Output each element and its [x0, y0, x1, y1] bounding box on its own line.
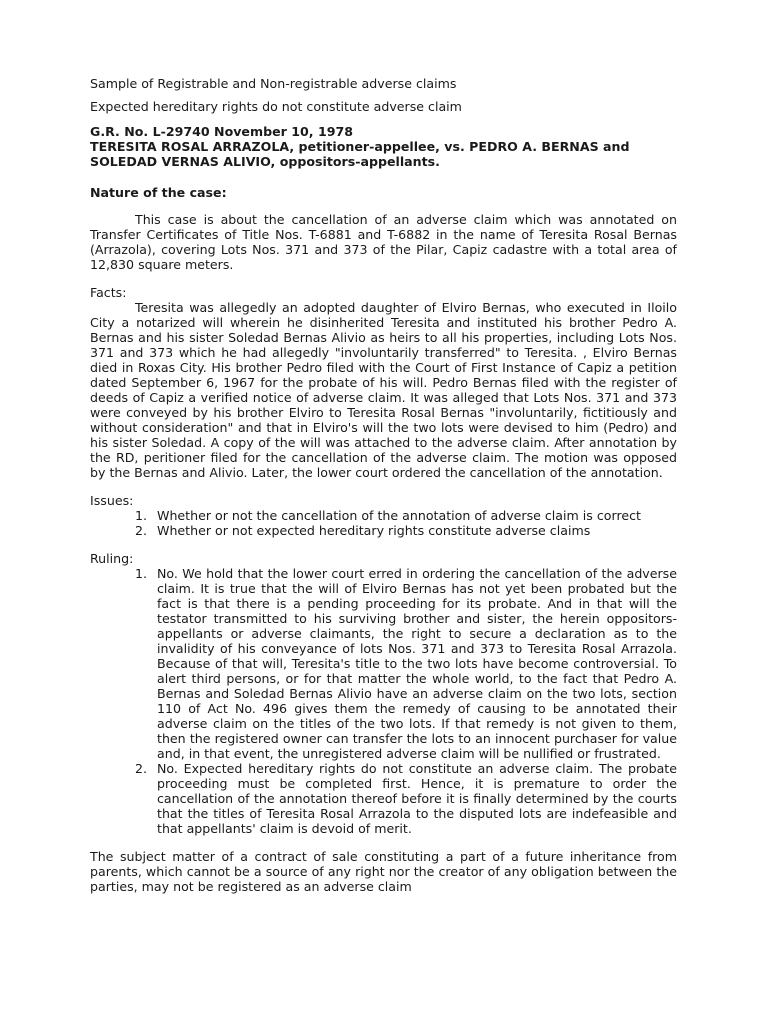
- closing-paragraph: The subject matter of a contract of sale constituting a part of a future inheritance from parents, which cannot be a source of any right nor the creator of any obligation between the parties, may not be registered as an adverse claim: [90, 849, 677, 894]
- spacer: [90, 836, 677, 849]
- list-item-text: Whether or not the cancellation of the annotation of adverse claim is correct: [157, 508, 641, 523]
- facts-label: Facts:: [90, 285, 127, 300]
- list-number: 2.: [135, 761, 148, 776]
- case-number-date: G.R. No. L-29740 November 10, 1978: [90, 124, 353, 139]
- list-item-text: No. We hold that the lower court erred in ordering the cancellation of the adverse claim. It is true that the will of Elviro Bernas has not yet been probated but the fact is that there is a pending proceeding for its probate. And in that will the testator transmitted to his surviving brother and sister, the herein oppositors-appellants or adverse claimants, the right to secure a declaration as to the invalidity of his conveyance of lots Nos. 371 and 373 to Teresita Rosal Arrazola. Because of that will, Teresita's title to the two lots have become controversial. To alert third persons, or for that matter the whole world, to the fact that Pedro A. Bernas and Soledad Bernas Alivio have an adverse claim on the two lots, section 110 of Act No. 496 gives them the remedy of causing to be annotated their adverse claim on the titles of the two lots. If that remedy is not given to them, then the registered owner can transfer the lots to an innocent purchaser for value and, in that event, the unregistered adverse claim will be nullified or frustrated.: [157, 566, 677, 761]
- list-item: [90, 761, 677, 836]
- nature-paragraph: This case is about the cancellation of an adverse claim which was annotated on Transfer Certificates of Title Nos. T-6881 and T-6882 in the name of Teresita Rosal Bernas (Arrazola), covering Lots Nos. 371 and 373 of the Pilar, Capiz cadastre with a total area of 12,830 square meters.: [90, 212, 677, 272]
- list-number: 2.: [135, 523, 148, 538]
- issues-list: [90, 508, 677, 538]
- spacer: [90, 538, 677, 551]
- list-item: [90, 523, 677, 538]
- issues-label: Issues:: [90, 493, 134, 508]
- ruling-list: [90, 566, 677, 836]
- facts-paragraph: Teresita was allegedly an adopted daughter of Elviro Bernas, who executed in Iloilo City a notarized will wherein he disinherited Teresita and instituted his brother Pedro A. Bernas and his sister Soledad Bernas Alivio as heirs to all his properties, including Lots Nos. 371 and 373 which he had allegedly "involuntarily transferred" to Teresita. , Elviro Bernas died in Roxas City. His brother Pedro filed with the Court of First Instance of Capiz a petition dated September 6, 1967 for the probate of his will. Pedro Bernas filed with the register of deeds of Capiz a verified notice of adverse claim. It was alleged that Lots Nos. 371 and 373 were conveyed by his brother Elviro to Teresita Rosal Bernas "involuntarily, fictitiously and without consideration" and that in Elviro's will the two lots were devised to him (Pedro) and his sister Soledad. A copy of the will was attached to the adverse claim. After annotation by the RD, peritioner filed for the cancellation of the adverse claim. The motion was opposed by the Bernas and Alivio. Later, the lower court ordered the cancellation of the annotation.: [90, 300, 677, 480]
- list-item-text: Whether or not expected hereditary rights constitute adverse claims: [157, 523, 591, 538]
- list-item-text: No. Expected hereditary rights do not constitute an adverse claim. The probate proceeding must be completed first. Hence, it is premature to order the cancellation of the annotation thereof before it is finally determined by the courts that the titles of Teresita Rosal Arrazola to the disputed lots are indefeasible and that appellants' claim is devoid of merit.: [157, 761, 677, 836]
- topic-line: Sample of Registrable and Non-registrable adverse claims: [90, 76, 457, 91]
- ruling-label: Ruling:: [90, 551, 134, 566]
- subtopic-line: Expected hereditary rights do not constitute adverse claim: [90, 99, 462, 114]
- nature-heading: Nature of the case:: [90, 185, 227, 200]
- spacer: [90, 480, 677, 493]
- spacer: [90, 272, 677, 285]
- document-page: [90, 76, 677, 894]
- list-number: 1.: [135, 508, 148, 523]
- case-parties: TERESITA ROSAL ARRAZOLA, petitioner-appellee, vs. PEDRO A. BERNAS and SOLEDAD VERNAS ALIVIO, oppositors-appellants.: [90, 139, 630, 169]
- list-item: [90, 508, 677, 523]
- list-number: 1.: [135, 566, 148, 581]
- list-item: [90, 566, 677, 761]
- case-caption: [90, 124, 677, 169]
